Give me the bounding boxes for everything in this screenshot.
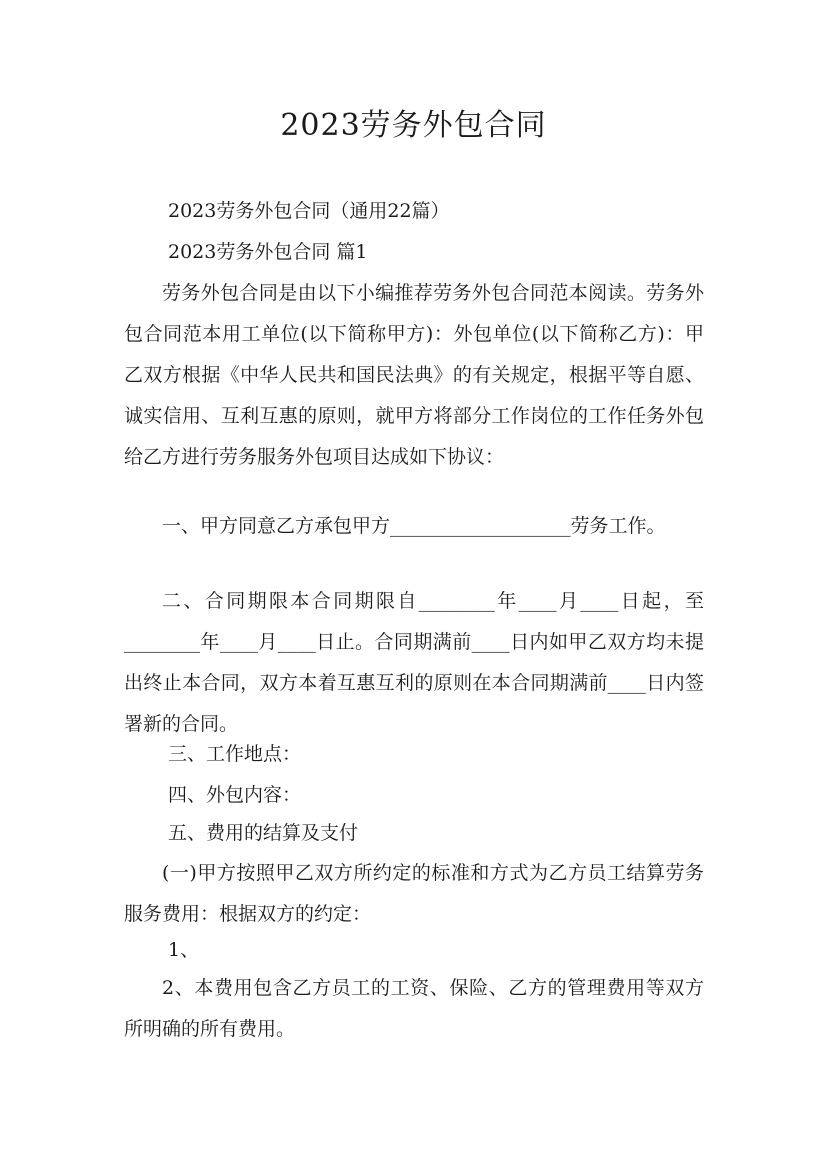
clause-3-line: 三、工作地点： xyxy=(168,743,302,765)
clause-5-line: 五、费用的结算及支付 xyxy=(168,822,359,844)
clause-4-line: 四、外包内容： xyxy=(168,784,302,806)
clause-5-1-paragraph: (一)甲方按照甲乙双方所约定的标准和方式为乙方员工结算劳务服务费用：根据双方的约定： xyxy=(124,862,704,925)
document-title: 2023劳务外包合同 xyxy=(280,108,547,143)
intro-paragraph: 劳务外包合同是由以下小编推荐劳务外包合同范本阅读。劳务外包合同范本用工单位(以下简称甲方)：外包单位(以下简称乙方)：甲乙双方根据《中华人民共和国民法典》的有关规定，根据平等自愿、诚实信用、互利互惠的原则，就甲方将部分工作岗位的工作任务外包给乙方进行劳务服务外包项目达成如下协议： xyxy=(124,282,704,468)
clause-1-paragraph: 一、甲方同意乙方承包甲方___________________劳务工作。 xyxy=(162,515,666,537)
clause-2-paragraph: 二、合同期限本合同期限自________年____月____日起，至________年____月____日止。合同期满前____日内如甲乙双方均未提出终止本合同，双方本着互惠互利的原则在本合同期满前____日内签署新的合同。 xyxy=(124,590,704,735)
item-1-line: 1、 xyxy=(168,939,200,961)
section-heading: 2023劳务外包合同 篇1 xyxy=(168,241,368,263)
item-2-paragraph: 2、本费用包含乙方员工的工资、保险、乙方的管理费用等双方所明确的所有费用。 xyxy=(124,977,704,1040)
document-subtitle: 2023劳务外包合同（通用22篇） xyxy=(168,200,450,222)
